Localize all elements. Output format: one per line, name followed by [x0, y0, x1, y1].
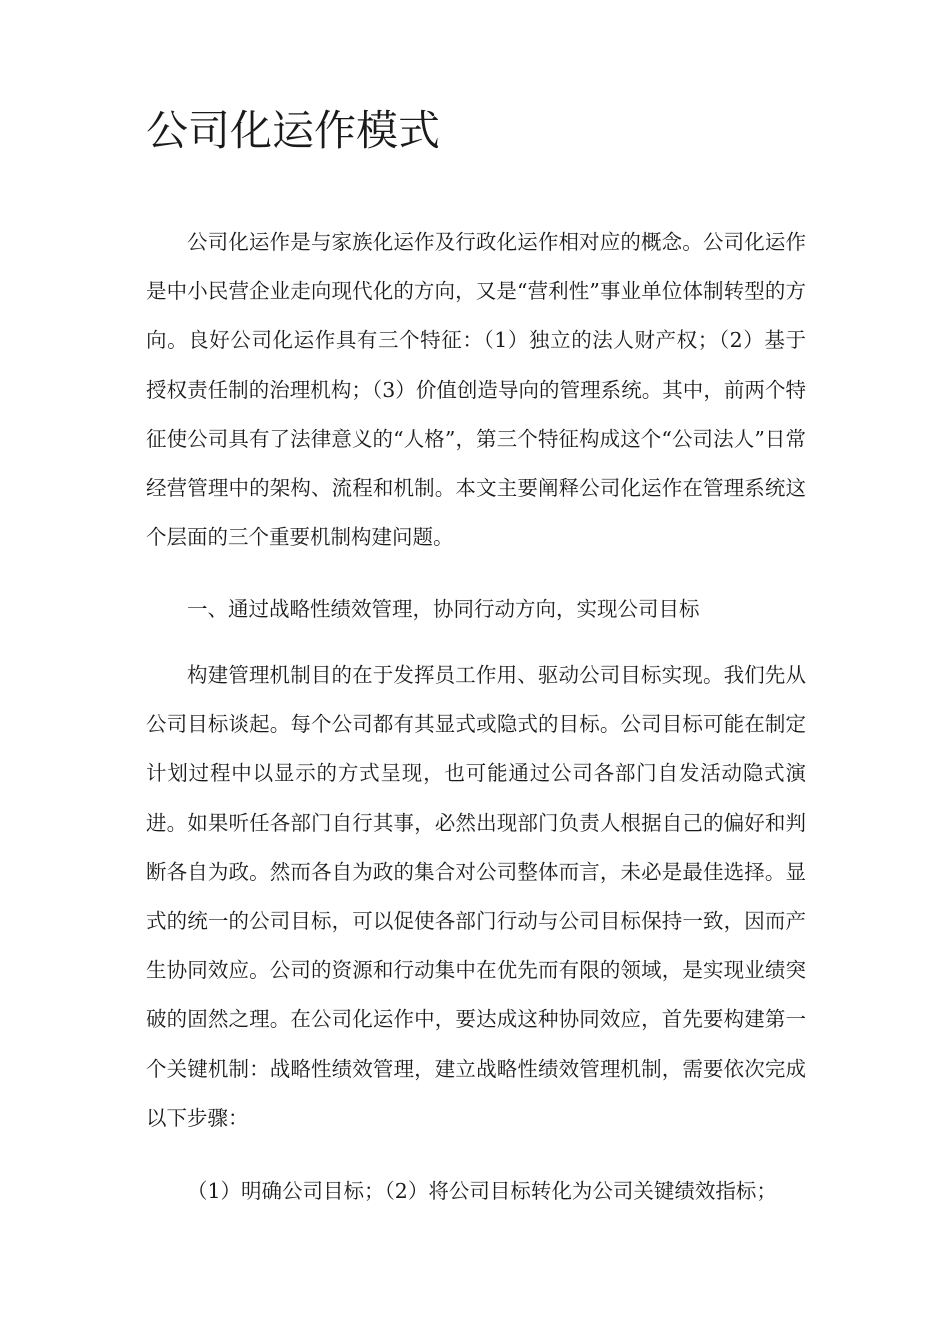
section-heading-1: 一、通过战略性绩效管理，协同行动方向，实现公司目标 [187, 597, 700, 621]
paragraph-intro: 公司化运作是与家族化运作及行政化运作相对应的概念。公司化运作是中小民营企业走向现代化的方向，又是“营利性”事业单位体制转型的方向。良好公司化运作具有三个特征：（1）独立的法人财产权；（2）基于授权责任制的治理机构；（3）价值创造导向的管理系统。其中，前两个特征使公司具有了法律意义的“人格”，第三个特征构成这个“公司法人”日常经营管理中的架构、流程和机制。本文主要阐释公司化运作在管理系统这个层面的三个重要机制构建问题。 [146, 230, 806, 550]
document-title: 公司化运作模式 [146, 106, 441, 155]
paragraph-steps: （1）明确公司目标；（2）将公司目标转化为公司关键绩效指标； [187, 1179, 777, 1203]
paragraph-management-mechanism: 构建管理机制目的在于发挥员工作用、驱动公司目标实现。我们先从公司目标谈起。每个公司都有其显式或隐式的目标。公司目标可能在制定计划过程中以显示的方式呈现，也可能通过公司各部门自发活动隐式演进。如果听任各部门自行其事，必然出现部门负责人根据自己的偏好和判断各自为政。然而各自为政的集合对公司整体而言，未必是最佳选择。显式的统一的公司目标，可以促使各部门行动与公司目标保持一致，因而产生协同效应。公司的资源和行动集中在优先而有限的领域，是实现业绩突破的固然之理。在公司化运作中，要达成这种协同效应，首先要构建第一个关键机制：战略性绩效管理，建立战略性绩效管理机制，需要依次完成以下步骤： [146, 663, 806, 1130]
